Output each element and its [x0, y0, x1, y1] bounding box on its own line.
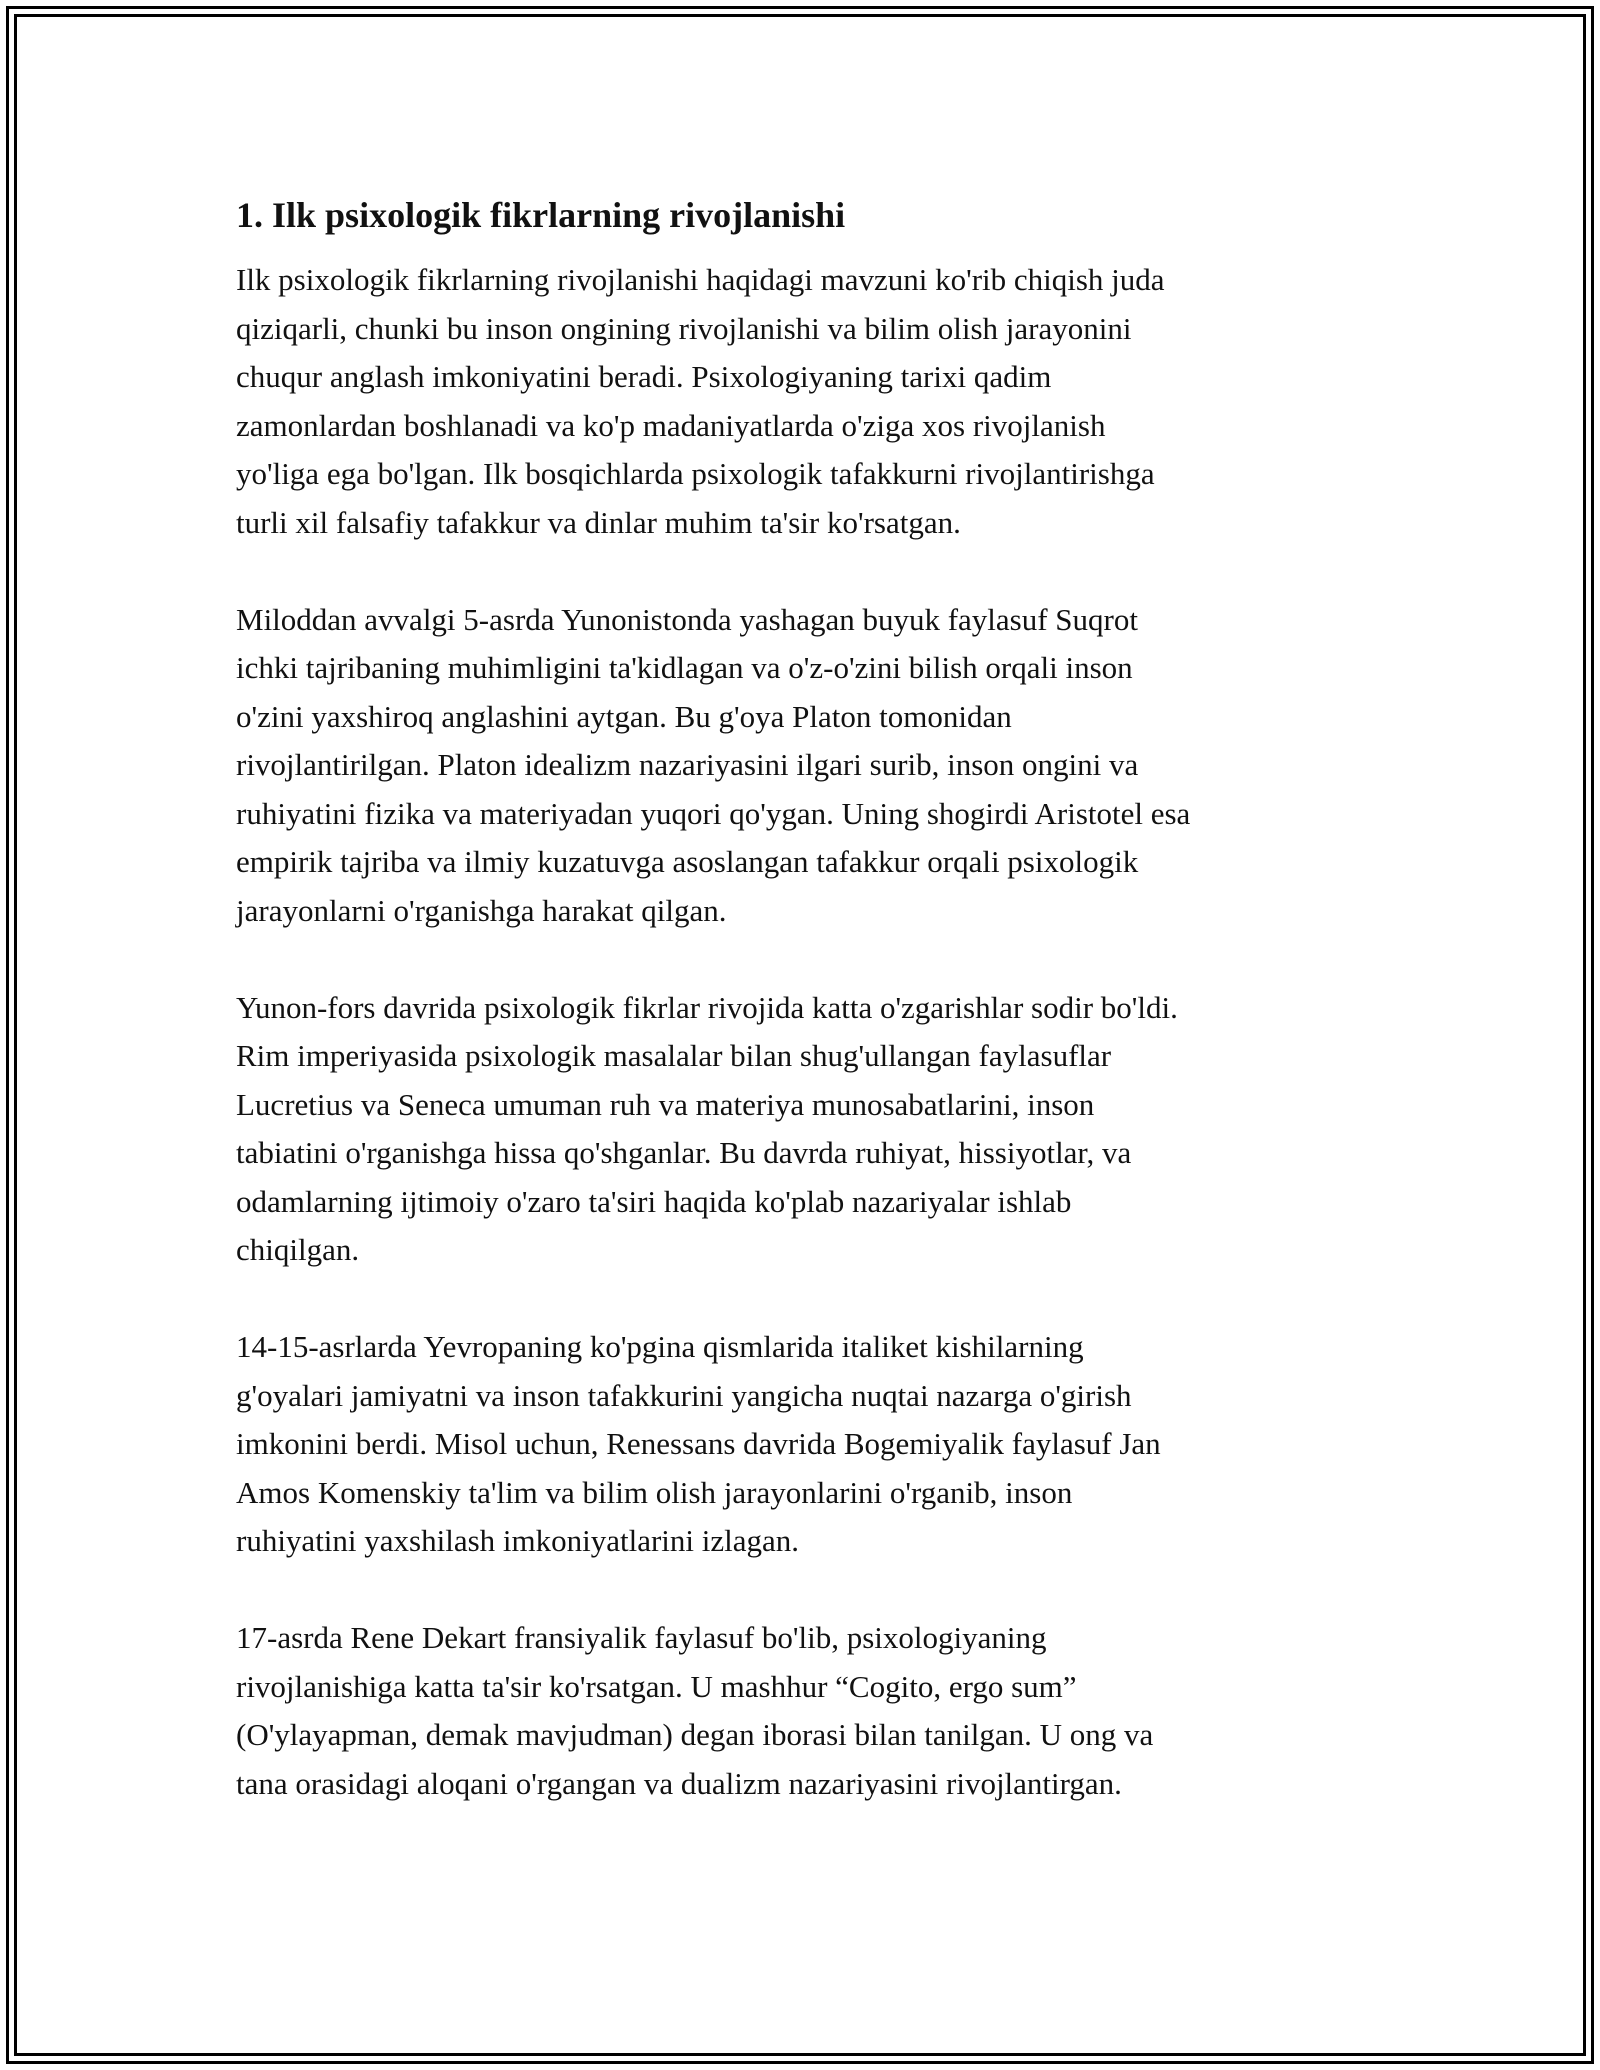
paragraph-intro: Ilk psixologik fikrlarning rivojlanishi haqidagi mavzuni ko'rib chiqish juda qiziqarli, chunki bu inson ongining rivojlanishi va bilim olish jarayonini chuqur anglash imkoniyatini beradi. Psixologiyaning tarixi qadim zamonlardan boshlanadi va ko'p madaniyatlarda o'ziga xos rivojlanish yo'liga ega bo'lgan. Ilk bosqichlarda psixologik tafakkurni rivojlantirishga turli xil falsafiy tafakkur va dinlar muhim ta'sir ko'rsatgan. [236, 262, 1165, 540]
paragraph-renaissance: 14-15-asrlarda Yevropaning ko'pgina qismlarida italiket kishilarning g'oyalari jamiyatni va inson tafakkurini yangicha nuqtai nazarga o'girish imkonini berdi. Misol uchun, Renessans davrida Bogemiyalik faylasuf Jan Amos Komenskiy ta'lim va bilim olish jarayonlarini o'rganib, inson ruhiyatini yaxshilash imkoniyatlarini izlagan. [236, 1329, 1161, 1558]
paragraph-greek-philosophers: Miloddan avvalgi 5-asrda Yunonistonda yashagan buyuk faylasuf Suqrot ichki tajribaning muhimligini ta'kidlagan va o'z-o'zini bilish orqali inson o'zini yaxshiroq anglashini aytgan. Bu g'oya Platon tomonidan rivojlantirilgan. Platon idealizm nazariyasini ilgari surib, inson ongini va ruhiyatini fizika va materiyadan yuqori qo'ygan. Uning shogirdi Aristotel esa empirik tajriba va ilmiy kuzatuvga asoslangan tafakkur orqali psixologik jarayonlarni o'rganishga harakat qilgan. [236, 601, 1191, 928]
paragraph-roman-era: Yunon-fors davrida psixologik fikrlar rivojida katta o'zgarishlar sodir bo'ldi. Rim imperiyasida psixologik masalalar bilan shug'ullangan faylasuflar Lucretius va Seneca umuman ruh va materiya munosabatlarini, inson tabiatini o'rganishga hissa qo'shganlar. Bu davrda ruhiyat, hissiyotlar, va odamlarning ijtimoiy o'zaro ta'siri haqida ko'plab nazariyalar ishlab chiqilgan. [236, 989, 1178, 1267]
document-body [236, 186, 1376, 1857]
section-heading: 1. Ilk psixologik fikrlarning rivojlanishi [236, 195, 846, 235]
paragraph-descartes: 17-asrda Rene Dekart fransiyalik faylasuf bo'lib, psixologiyaning rivojlanishiga katta ta'sir ko'rsatgan. U mashhur “Cogito, ergo sum” (O'ylayapman, demak mavjudman) degan iborasi bilan tanilgan. U ong va tana orasidagi aloqani o'rgangan va dualizm nazariyasini rivojlantirgan. [236, 1620, 1154, 1801]
